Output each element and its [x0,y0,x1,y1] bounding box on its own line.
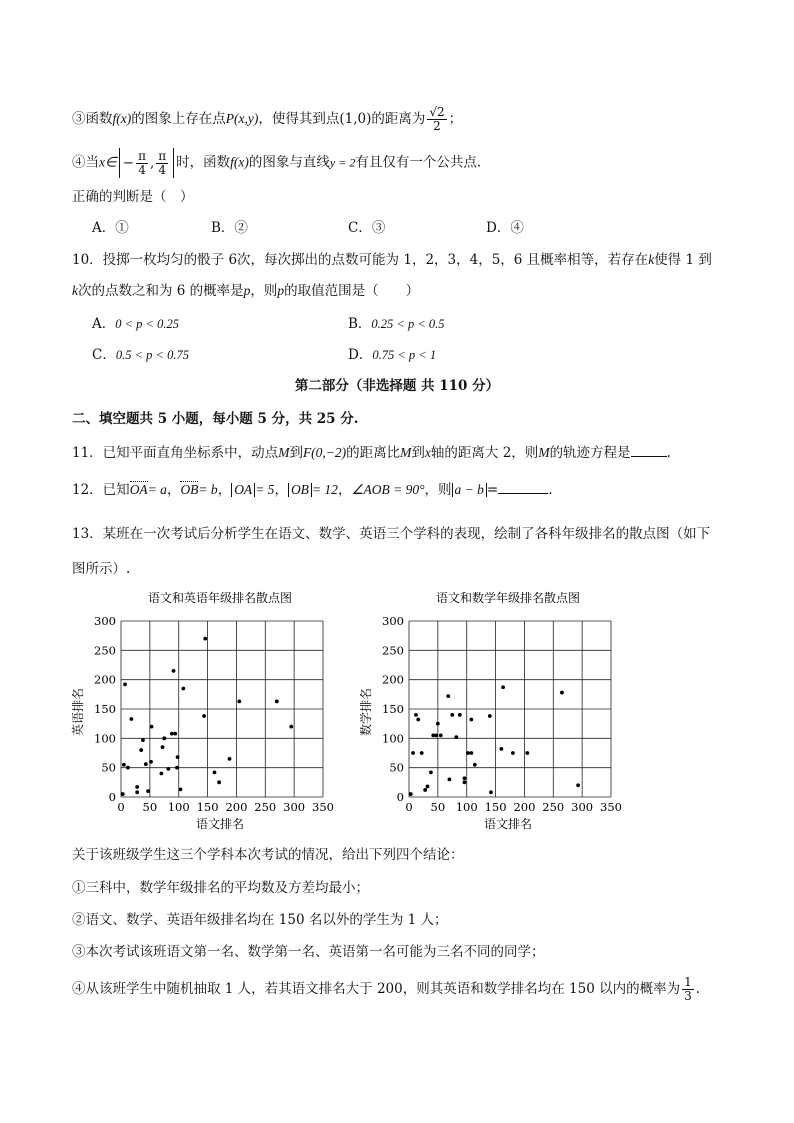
option-math: 0.75 < p < 1 [372,348,437,362]
scatter-point [439,734,443,738]
q10-option-b [348,314,445,334]
x-tick-label: 200 [225,800,248,814]
scatter-point [176,755,180,759]
scatter-point [123,682,127,686]
scatter-point [144,762,148,766]
scatter-point [202,714,206,718]
q10-k: k [648,252,655,267]
scatter-point [525,751,529,755]
q12-eq-12: = 12 [311,482,338,497]
fraction-denominator: 3 [684,989,692,1003]
option-math: 0 < p < 0.25 [115,317,179,331]
fraction-denominator: 4 [158,162,167,177]
q10-k-2: k [72,283,78,298]
q12-eq-b: = b [198,482,218,497]
chart-title: 语文和数学年级排名散点图 [435,591,581,605]
x-tick-label: 250 [254,800,277,814]
q13-conclusion-4 [72,976,700,1003]
q10-line2 [72,281,419,301]
scatter-point [469,751,473,755]
scatter-point [203,637,207,641]
scatter-point [434,734,438,738]
scatter-point [289,725,293,729]
scatter-point [160,772,164,776]
x-tick-label: 100 [455,800,478,814]
q10-option-c [92,345,189,365]
scatter-point [275,699,279,703]
scatter-point [135,790,139,794]
section2-title: 二、填空题共 5 小题，每小题 5 分，共 25 分. [72,411,359,427]
y-tick-label: 0 [108,790,116,804]
q11-point-f: F(0,−2) [302,445,347,460]
q13-c4-text: ④从该班学生中随机抽取 1 人，若其语文排名大于 200，则其英语和数学排名均在 150 以内的概率为 [72,981,681,997]
scatter-point [414,713,418,717]
y-tick-label: 250 [382,643,404,658]
chart-points [409,685,580,796]
option-math: 0.5 < p < 0.75 [115,348,189,362]
scatter-point [162,736,166,740]
q11-m: M [278,445,290,460]
q13-c4-end: . [695,981,701,997]
x-tick-label: 250 [542,800,565,814]
scatter-chart-chinese-math [348,585,633,835]
interval-frac-right [156,150,168,177]
q11-m-3: M [538,445,550,460]
q10-text-1: 10．投掷一枚均匀的骰子 6次，每次掷出的点数可能为 1，2，3，4，5，6 且概率相等，若存在 [72,252,649,268]
x-tick-label: 150 [484,800,507,814]
q12-sep: ， [337,482,352,498]
y-tick-label: 150 [382,702,404,716]
scatter-point [423,788,427,792]
fraction-denominator: 4 [138,162,146,177]
scatter-point [416,718,420,722]
q12-angle: ∠AOB = 90° [351,482,425,497]
scatter-point [121,792,125,796]
q9-option-c: C．③ [348,220,386,236]
scatter-point [501,685,505,689]
scatter-point [141,738,145,742]
scatter-point [576,783,580,787]
x-tick-label: 300 [283,800,306,814]
q12 [72,479,553,500]
x-tick-label: 350 [600,800,622,814]
q12-abs-a-minus-b: a − b [452,483,487,497]
y-tick-label: 200 [94,672,116,687]
q13-line2: 图所示）. [72,561,131,577]
q11-end: . [666,445,671,461]
q13-line1: 13．某班在一次考试后分析学生在语文、数学、英语三个学科的表现，绘制了各科年级排名的散点图（如下 [72,526,711,542]
x-tick-label: 0 [117,800,125,814]
scatter-point [146,789,150,793]
q9-item4-x-in: x∈ [99,154,117,170]
q12-vector-oa: OA [129,482,148,497]
q9-option-d: D．④ [486,220,524,236]
scatter-point [126,766,130,770]
q9-item3-text-d: 的距离为 [371,111,426,127]
scatter-point [469,718,473,722]
q12-abs-ob: OB [288,483,312,497]
q9-option-a: A．① [92,220,129,236]
scatter-point [560,691,564,695]
chart-xlabel: 语文排名 [483,817,533,831]
q9-item3-fraction [427,106,446,133]
q12-answer-blank[interactable] [498,479,548,494]
y-tick-label: 300 [382,614,404,628]
scatter-point [446,694,450,698]
q9-item3-end: ； [448,111,463,127]
scatter-chart-chinese-english [60,585,345,835]
scatter-point [473,763,477,767]
scatter-point [135,785,139,789]
q9-item4-text-b: 时，函数 [176,154,231,171]
fraction-numerator: 1 [684,975,692,989]
interval-comma: , [149,155,155,171]
y-tick-label: 300 [94,614,116,628]
q11-text-f: 的轨迹方程是 [549,445,631,461]
fraction-numerator: π [158,148,167,163]
scatter-point [161,745,165,749]
y-tick-label: 0 [396,790,404,804]
q13-c4-fraction [682,976,694,1003]
option-label: D． [348,347,373,363]
scatter-point [420,751,424,755]
q10-text-2a: 次的点数之和为 6 的概率是 [78,283,244,299]
y-tick-label: 250 [94,643,116,658]
q9-option-b: B．② [211,220,248,236]
fraction-denominator: 2 [433,119,441,133]
q13-conclusion-1: ①三科中，数学年级排名的平均数及方差均最小； [72,880,369,896]
scatter-point [175,766,179,770]
scatter-point [122,763,126,767]
y-tick-label: 150 [94,702,116,716]
scatter-point [170,732,174,736]
scatter-point [450,713,454,717]
chart-ylabel: 数学排名 [359,687,373,737]
x-tick-label: 350 [312,800,334,814]
q11-text-c: 的距离比 [346,445,401,461]
q12-end: . [548,482,553,498]
q9-item4 [72,148,490,178]
scatter-point [172,669,176,673]
fraction-numerator: √2 [429,105,445,119]
q13-conclusion-3: ③本次考试该班语文第一名、数学第一名、英语第一名可能为三名不同的同学； [72,944,545,960]
scatter-point [488,714,492,718]
scatter-point [228,757,232,761]
q11-x: x [424,445,431,460]
q12-abs-oa: OA [231,483,255,497]
option-label: B． [348,316,372,332]
y-tick-label: 50 [389,760,404,775]
chart-xlabel: 语文排名 [195,817,245,831]
q12-sep: ， [217,482,232,498]
x-tick-label: 100 [167,800,190,814]
scatter-point [150,725,154,729]
scatter-point [139,748,143,752]
chart-ylabel: 英语排名 [71,687,85,737]
q11-text-b: 到 [289,445,303,461]
q10-line1 [72,250,712,270]
scatter-point [411,751,415,755]
q9-item3-text-b: 的图象上存在点 [131,111,226,127]
scatter-point [426,785,430,789]
q9-item4-text-a: ④当 [72,154,99,171]
q12-text-b: ，则 [424,482,452,498]
q9-item3-point-10: (1,0) [339,111,372,127]
q10-text-2b: ，则 [250,283,278,299]
q10-text-2c: 的取值范围是（ ） [284,283,420,299]
q9-item4-line-y2: y = 2 [329,155,356,170]
x-tick-label: 300 [571,800,594,814]
q9-item3-text-c: ，使得其到点 [258,111,340,127]
scatter-point [213,770,217,774]
q10-option-a [92,314,179,334]
q9-item3 [72,106,462,133]
scatter-point [237,699,241,703]
y-tick-label: 100 [94,731,116,746]
y-tick-label: 200 [382,672,404,687]
chart-grid [121,621,323,797]
x-tick-label: 200 [513,800,536,814]
scatter-point [511,751,515,755]
q10-p: p [243,283,251,298]
q13-after: 关于该班级学生这三个学科本次考试的情况，给出下列四个结论： [72,847,464,863]
scatter-point [463,776,467,780]
x-tick-label: 50 [430,800,446,814]
chart-ticks [382,614,622,814]
scatter-point [217,780,221,784]
y-tick-label: 50 [101,760,116,775]
q9-item4-text-d: 有且仅有一个公共点． [355,154,491,171]
scatter-point [448,778,452,782]
part2-title: 第二部分（非选择题 共 110 分） [294,378,500,394]
q12-vector-ob: OB [180,482,199,497]
x-tick-label: 50 [142,800,158,814]
q11-answer-blank[interactable] [631,442,667,457]
scatter-point [489,790,493,794]
q12-sep: ， [166,482,181,498]
y-tick-label: 100 [382,731,404,746]
q9-item3-fx: f(x) [112,111,132,126]
x-tick-label: 150 [196,800,219,814]
q11-text-a: 11．已知平面直角坐标系中，动点 [72,445,279,461]
q9-item3-text-a: ③函数 [72,111,113,127]
chart-title: 语文和英语年级排名散点图 [147,591,293,605]
scatter-point [166,767,170,771]
q12-eq-a: = a [147,482,167,497]
chart-ticks [94,614,334,814]
q12-text-a: 12．已知 [72,482,130,498]
q12-sep: ， [274,482,288,498]
interval-minus: − [122,155,135,171]
option-math: 0.25 < p < 0.5 [371,317,445,331]
scatter-point [409,792,413,796]
scatter-point [499,747,503,751]
scatter-point [429,770,433,774]
q10-text-1-end: 使得 1 到 [654,252,712,268]
chart-points [121,637,293,796]
scatter-point [149,760,153,764]
scatter-point [181,687,185,691]
scatter-point [179,787,183,791]
q12-eq-5: = 5 [255,482,275,497]
x-tick-label: 0 [405,800,413,814]
q9-item4-interval [119,148,174,178]
q9-item4-text-c: 的图象与直线 [248,154,330,171]
scatter-point [466,751,470,755]
chart-grid [409,621,611,797]
fraction-numerator: π [138,148,146,163]
q11-m-2: M [400,445,412,460]
option-label: A． [92,316,116,332]
q11-text-e: 轴的距离大 2，则 [430,445,539,461]
scatter-point [454,735,458,739]
q9-item3-point-p: P(x,y) [225,111,259,126]
scatter-point [173,732,177,736]
scatter-point [129,717,133,721]
q10-p-2: p [277,283,285,298]
interval-frac-left [136,150,148,177]
q9-item4-fx: f(x) [230,154,249,170]
q11-text-d: 到 [411,445,425,461]
option-label: C． [92,347,116,363]
scatter-point [458,713,462,717]
q13-conclusion-2: ②语文、数学、英语年级排名均在 150 名以外的学生为 1 人； [72,912,448,928]
scatter-point [463,780,467,784]
q12-eq: = [486,482,499,498]
q10-option-d [348,345,436,365]
scatter-point [436,722,440,726]
q9-judge: 正确的判断是（ ） [72,189,194,205]
q11 [72,442,671,463]
